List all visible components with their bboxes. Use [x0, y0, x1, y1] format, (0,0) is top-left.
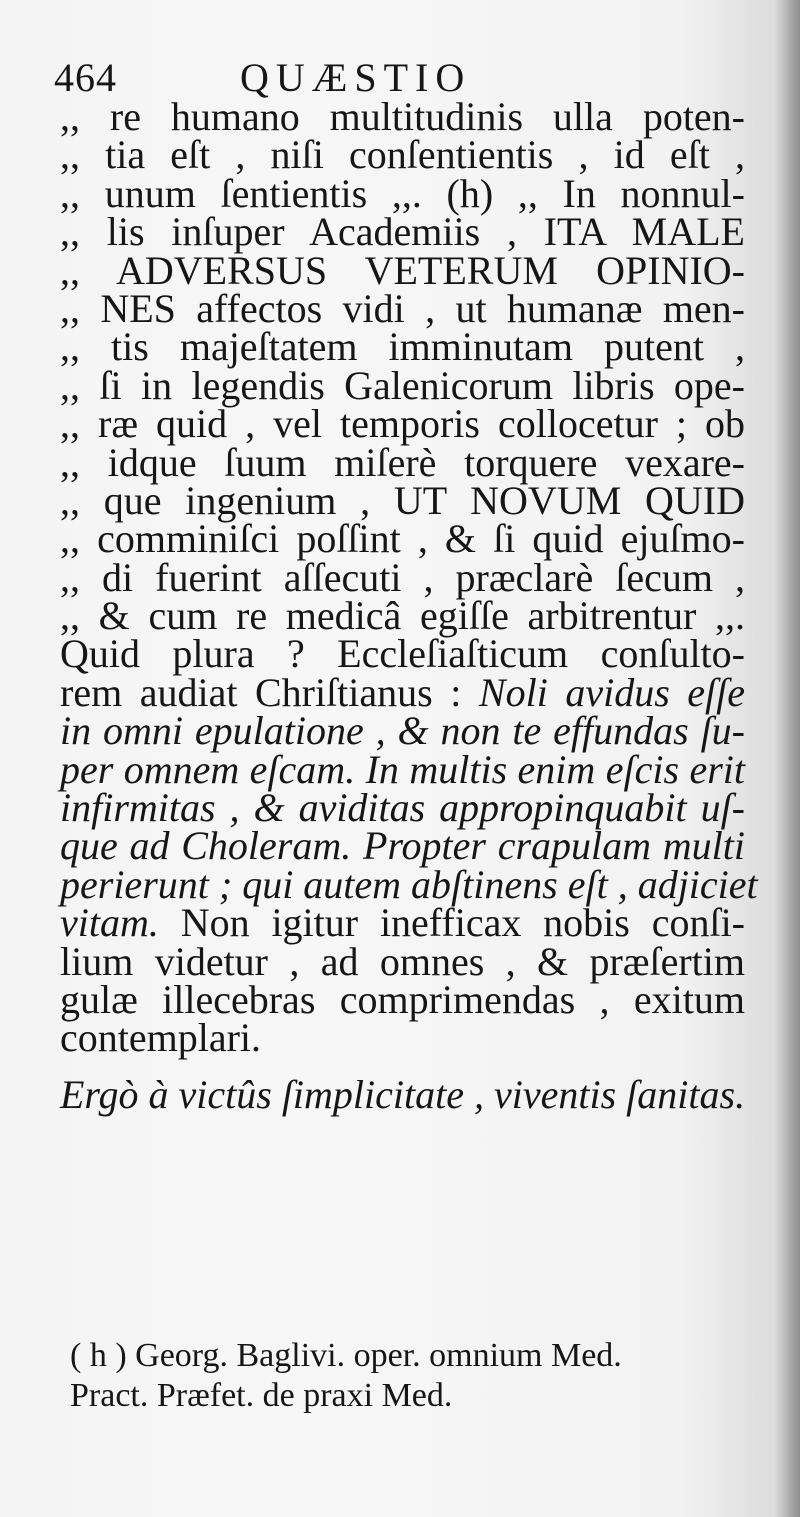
text-line: ,, tia eſt , niſi conſentientis , id eſt ,	[60, 132, 745, 178]
text-line: lium videtur , ad omnes , & præſertim	[60, 938, 745, 984]
text-line: ,, NES affectos vidi , ut humanæ men-	[60, 285, 745, 331]
footnote	[70, 1336, 760, 1416]
text-line-mixed	[60, 669, 746, 715]
text-line: ,, comminiſci poſſint , & ſi quid ejuſmo-	[60, 516, 745, 562]
text-line-italic: infirmitas , & aviditas appropinquabit uſ-	[60, 785, 745, 831]
page-edge-shadow	[774, 0, 800, 1517]
text-line: ,, & cum re medicâ egiſſe arbitrentur ,,.	[60, 593, 745, 639]
text-line: Quid plura ? Eccleſiaſticum conſulto-	[60, 631, 745, 677]
text-line: ,, idque ſuum miſerè torquere vexare-	[60, 439, 745, 485]
conclusion-line: Ergò à victûs ſimplicitate , viventis ſanitas.	[60, 1071, 746, 1117]
text-line: contemplari.	[60, 1015, 262, 1061]
text-line: ,, ADVERSUS VETERUM OPINIO-	[60, 247, 745, 293]
text-line: ,, unum ſentientis ,,. (h) ,, In nonnul-	[60, 170, 745, 216]
text-italic: vitam.	[60, 900, 159, 946]
text-line: ,, lis inſuper Academiis , ITA MALE	[60, 209, 745, 255]
text-line: ,, tis majeſtatem imminutam putent ,	[60, 324, 745, 370]
text-line: ,, ræ quid , vel temporis collocetur ; ob	[60, 401, 745, 447]
text-line: ,, re humano multitudinis ulla poten-	[60, 94, 745, 139]
running-title: QUÆSTIO	[240, 55, 472, 100]
text-line-italic: que ad Choleram. Propter crapulam multi	[60, 823, 745, 869]
body-text	[60, 94, 758, 1117]
text-line-mixed	[60, 900, 746, 946]
text-italic: Noli avidus eſſe	[478, 669, 746, 715]
text-line: ,, ſi in legendis Galenicorum libris ope-	[60, 362, 745, 408]
text-line: gulæ illecebras comprimendas , exitum	[60, 976, 745, 1022]
text-line-italic: per omnem eſcam. In multis enim eſcis erit	[60, 746, 745, 792]
text-roman: Non igitur inefficax nobis conſi-	[180, 900, 746, 946]
footnote-line: ( h ) Georg. Baglivi. oper. omnium Med.	[70, 1337, 622, 1374]
text-line-italic: perierunt ; qui autem abſtinens eſt , adjiciet	[60, 861, 758, 907]
text-line: ,, di fuerint aſſecuti , præclarè ſecum ,	[60, 554, 745, 600]
text-line-italic: in omni epulatione , & non te effundas ſu-	[60, 708, 745, 754]
text-roman: rem audiat Chriſtianus :	[60, 669, 462, 715]
text-line: ,, que ingenium , UT NOVUM QUID	[60, 477, 745, 523]
footnote-line: Pract. Præfet. de praxi Med.	[70, 1377, 453, 1414]
page-number: 464	[54, 55, 117, 100]
